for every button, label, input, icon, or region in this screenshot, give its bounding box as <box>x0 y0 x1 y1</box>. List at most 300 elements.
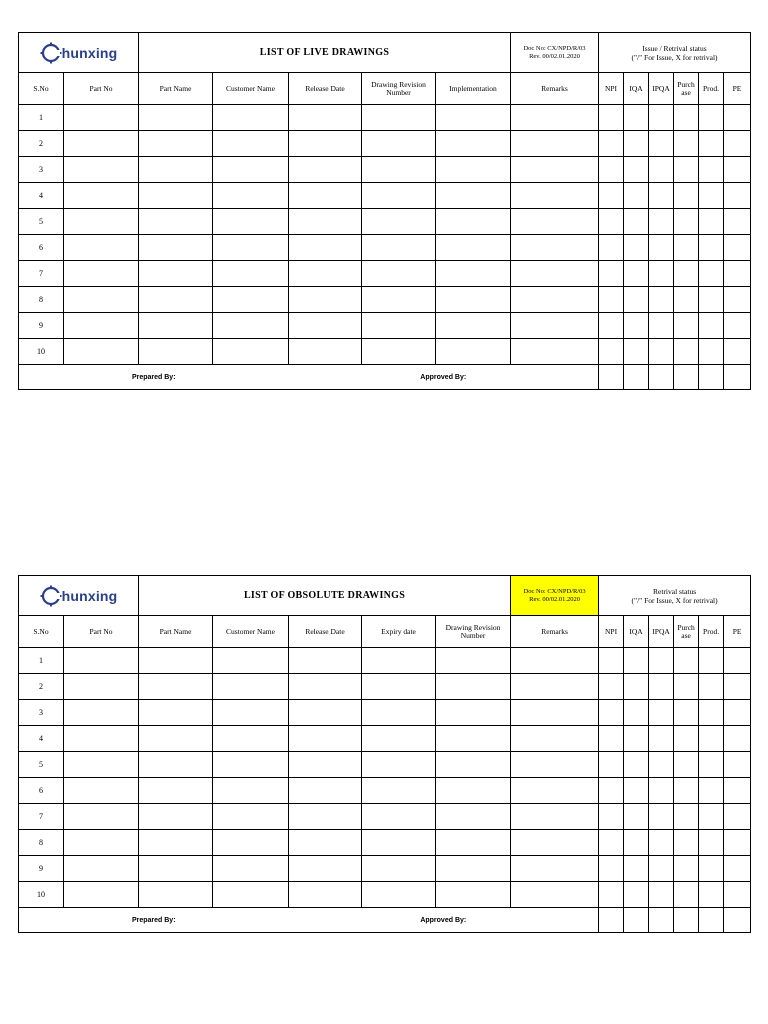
table-cell[interactable] <box>699 700 724 726</box>
table-cell[interactable] <box>699 313 724 339</box>
table-cell[interactable] <box>724 752 751 778</box>
table-cell[interactable] <box>64 157 139 183</box>
table-cell[interactable] <box>362 157 436 183</box>
col-iqa: IQA <box>624 616 649 648</box>
table-cell[interactable] <box>674 648 699 674</box>
table-cell[interactable] <box>674 313 699 339</box>
col-prod: Prod. <box>699 73 724 105</box>
table-cell[interactable] <box>213 131 289 157</box>
table-cell[interactable] <box>362 856 436 882</box>
table-cell[interactable] <box>624 287 649 313</box>
table-cell[interactable] <box>139 105 213 131</box>
table-cell[interactable] <box>724 830 751 856</box>
table-cell[interactable] <box>64 726 139 752</box>
table-cell[interactable] <box>511 235 599 261</box>
status-cell[interactable] <box>624 908 649 933</box>
row-number: 3 <box>19 157 64 183</box>
row-number: 7 <box>19 261 64 287</box>
table-cell[interactable] <box>213 339 289 365</box>
table-cell[interactable] <box>624 726 649 752</box>
table-cell[interactable] <box>362 105 436 131</box>
col-release-date: Release Date <box>289 73 362 105</box>
table-cell[interactable] <box>436 131 511 157</box>
table-cell[interactable] <box>699 778 724 804</box>
table-cell[interactable] <box>362 882 436 908</box>
table-cell[interactable] <box>699 235 724 261</box>
table-cell[interactable] <box>699 209 724 235</box>
table-cell[interactable] <box>674 804 699 830</box>
table-cell[interactable] <box>674 778 699 804</box>
table-cell[interactable] <box>436 261 511 287</box>
table-row <box>19 157 751 183</box>
table-cell[interactable] <box>213 700 289 726</box>
table-cell[interactable] <box>699 830 724 856</box>
table-cell[interactable] <box>649 209 674 235</box>
table-cell[interactable] <box>624 752 649 778</box>
table-cell[interactable] <box>139 183 213 209</box>
table-cell[interactable] <box>624 856 649 882</box>
table-cell[interactable] <box>511 700 599 726</box>
table-cell[interactable] <box>139 700 213 726</box>
status-cell[interactable] <box>599 908 624 933</box>
table-cell[interactable] <box>436 209 511 235</box>
signature-row <box>19 908 751 933</box>
table-cell[interactable] <box>139 235 213 261</box>
table-cell[interactable] <box>436 105 511 131</box>
signature-row <box>19 365 751 390</box>
col-pe: PE <box>724 616 751 648</box>
table-cell[interactable] <box>289 882 362 908</box>
table-cell[interactable] <box>511 209 599 235</box>
status-cell[interactable] <box>699 365 724 390</box>
table-cell[interactable] <box>599 235 624 261</box>
table-cell[interactable] <box>699 339 724 365</box>
table-cell[interactable] <box>362 209 436 235</box>
table-cell[interactable] <box>599 287 624 313</box>
table-row <box>19 209 751 235</box>
table-cell[interactable] <box>289 261 362 287</box>
table-cell[interactable] <box>64 674 139 700</box>
table-cell[interactable] <box>362 313 436 339</box>
table-cell[interactable] <box>139 674 213 700</box>
prepared-by-label: Prepared By: <box>19 365 289 390</box>
table-cell[interactable] <box>213 209 289 235</box>
table-cell[interactable] <box>674 752 699 778</box>
table-cell[interactable] <box>649 183 674 209</box>
table-cell[interactable] <box>289 674 362 700</box>
table-cell[interactable] <box>649 313 674 339</box>
table-cell[interactable] <box>436 830 511 856</box>
table-cell[interactable] <box>64 261 139 287</box>
status-cell[interactable] <box>724 365 751 390</box>
table-cell[interactable] <box>649 105 674 131</box>
table-cell[interactable] <box>511 856 599 882</box>
table-cell[interactable] <box>724 726 751 752</box>
table-cell[interactable] <box>289 752 362 778</box>
table-cell[interactable] <box>511 726 599 752</box>
table-cell[interactable] <box>213 157 289 183</box>
table-cell[interactable] <box>436 235 511 261</box>
table-cell[interactable] <box>674 235 699 261</box>
table-cell[interactable] <box>511 313 599 339</box>
table-cell[interactable] <box>213 804 289 830</box>
table-cell[interactable] <box>289 339 362 365</box>
table-cell[interactable] <box>724 131 751 157</box>
table-cell[interactable] <box>139 157 213 183</box>
table-cell[interactable] <box>699 726 724 752</box>
table-cell[interactable] <box>699 157 724 183</box>
table-cell[interactable] <box>213 313 289 339</box>
row-number: 5 <box>19 209 64 235</box>
table-cell[interactable] <box>289 700 362 726</box>
table-cell[interactable] <box>64 778 139 804</box>
table-cell[interactable] <box>289 131 362 157</box>
table-cell[interactable] <box>362 674 436 700</box>
table-cell[interactable] <box>362 235 436 261</box>
table-cell[interactable] <box>213 287 289 313</box>
table-cell[interactable] <box>139 287 213 313</box>
table-cell[interactable] <box>599 778 624 804</box>
table-cell[interactable] <box>511 339 599 365</box>
table-cell[interactable] <box>213 778 289 804</box>
doc-number: Doc No: CX/NPD/R/03 Rev. 00/02.01.2020 <box>511 576 599 616</box>
table-cell[interactable] <box>139 339 213 365</box>
table-cell[interactable] <box>64 313 139 339</box>
status-cell[interactable] <box>599 365 624 390</box>
table-cell[interactable] <box>436 183 511 209</box>
table-cell[interactable] <box>289 648 362 674</box>
table-cell[interactable] <box>64 209 139 235</box>
table-cell[interactable] <box>511 183 599 209</box>
table-cell[interactable] <box>649 882 674 908</box>
status-header: Retrival status ("/" For Issue, X for retrival) <box>599 576 751 616</box>
table-cell[interactable] <box>599 261 624 287</box>
live-drawings-table <box>18 32 751 390</box>
table-cell[interactable] <box>64 700 139 726</box>
table-cell[interactable] <box>362 648 436 674</box>
table-cell[interactable] <box>599 674 624 700</box>
table-cell[interactable] <box>599 183 624 209</box>
table-cell[interactable] <box>64 183 139 209</box>
approved-by-label: Approved By: <box>289 908 599 933</box>
table-cell[interactable] <box>139 856 213 882</box>
table-cell[interactable] <box>624 700 649 726</box>
status-cell[interactable] <box>699 908 724 933</box>
table-cell[interactable] <box>699 131 724 157</box>
table-cell[interactable] <box>599 830 624 856</box>
table-cell[interactable] <box>699 261 724 287</box>
table-cell[interactable] <box>674 287 699 313</box>
table-row <box>19 105 751 131</box>
table-cell[interactable] <box>362 830 436 856</box>
table-cell[interactable] <box>436 339 511 365</box>
table-cell[interactable] <box>139 131 213 157</box>
table-cell[interactable] <box>649 778 674 804</box>
table-cell[interactable] <box>599 339 624 365</box>
table-cell[interactable] <box>64 648 139 674</box>
table-cell[interactable] <box>64 235 139 261</box>
table-cell[interactable] <box>139 726 213 752</box>
table-cell[interactable] <box>699 804 724 830</box>
table-cell[interactable] <box>649 700 674 726</box>
table-cell[interactable] <box>624 261 649 287</box>
table-cell[interactable] <box>674 674 699 700</box>
table-cell[interactable] <box>599 105 624 131</box>
table-cell[interactable] <box>436 804 511 830</box>
table-cell[interactable] <box>511 157 599 183</box>
table-cell[interactable] <box>624 648 649 674</box>
table-cell[interactable] <box>511 804 599 830</box>
table-cell[interactable] <box>624 183 649 209</box>
table-cell[interactable] <box>649 830 674 856</box>
table-cell[interactable] <box>599 131 624 157</box>
table-cell[interactable] <box>724 648 751 674</box>
table-cell[interactable] <box>289 778 362 804</box>
table-cell[interactable] <box>511 830 599 856</box>
table-cell[interactable] <box>674 882 699 908</box>
table-cell[interactable] <box>674 105 699 131</box>
table-cell[interactable] <box>699 752 724 778</box>
table-cell[interactable] <box>511 778 599 804</box>
table-cell[interactable] <box>436 648 511 674</box>
table-cell[interactable] <box>139 830 213 856</box>
table-cell[interactable] <box>289 830 362 856</box>
table-cell[interactable] <box>699 183 724 209</box>
table-cell[interactable] <box>649 674 674 700</box>
table-cell[interactable] <box>674 209 699 235</box>
table-cell[interactable] <box>213 105 289 131</box>
table-cell[interactable] <box>436 674 511 700</box>
table-cell[interactable] <box>511 131 599 157</box>
table-cell[interactable] <box>624 313 649 339</box>
table-cell[interactable] <box>64 804 139 830</box>
table-cell[interactable] <box>362 131 436 157</box>
table-cell[interactable] <box>213 830 289 856</box>
table-cell[interactable] <box>139 261 213 287</box>
table-cell[interactable] <box>699 105 724 131</box>
table-cell[interactable] <box>436 313 511 339</box>
table-cell[interactable] <box>599 726 624 752</box>
table-cell[interactable] <box>139 752 213 778</box>
table-cell[interactable] <box>139 804 213 830</box>
table-cell[interactable] <box>624 778 649 804</box>
table-cell[interactable] <box>674 856 699 882</box>
table-cell[interactable] <box>724 183 751 209</box>
table-cell[interactable] <box>674 700 699 726</box>
table-cell[interactable] <box>289 726 362 752</box>
table-cell[interactable] <box>674 339 699 365</box>
table-cell[interactable] <box>649 648 674 674</box>
table-row <box>19 882 751 908</box>
table-cell[interactable] <box>362 183 436 209</box>
table-cell[interactable] <box>724 700 751 726</box>
table-cell[interactable] <box>436 700 511 726</box>
table-cell[interactable] <box>649 804 674 830</box>
col-drawing-revision: Drawing Revision Number <box>362 73 436 105</box>
table-cell[interactable] <box>64 830 139 856</box>
table-cell[interactable] <box>436 752 511 778</box>
table-cell[interactable] <box>624 235 649 261</box>
table-cell[interactable] <box>699 882 724 908</box>
table-cell[interactable] <box>362 752 436 778</box>
table-cell[interactable] <box>624 131 649 157</box>
table-cell[interactable] <box>64 339 139 365</box>
table-cell[interactable] <box>436 157 511 183</box>
table-cell[interactable] <box>649 235 674 261</box>
table-cell[interactable] <box>289 313 362 339</box>
table-cell[interactable] <box>362 726 436 752</box>
status-cell[interactable] <box>724 908 751 933</box>
table-cell[interactable] <box>649 339 674 365</box>
table-cell[interactable] <box>511 105 599 131</box>
table-cell[interactable] <box>64 105 139 131</box>
table-cell[interactable] <box>724 157 751 183</box>
table-cell[interactable] <box>436 726 511 752</box>
table-cell[interactable] <box>599 752 624 778</box>
table-cell[interactable] <box>724 882 751 908</box>
table-row <box>19 261 751 287</box>
table-cell[interactable] <box>511 287 599 313</box>
table-cell[interactable] <box>511 261 599 287</box>
table-cell[interactable] <box>511 882 599 908</box>
table-cell[interactable] <box>599 648 624 674</box>
status-cell[interactable] <box>649 365 674 390</box>
table-cell[interactable] <box>624 674 649 700</box>
table-cell[interactable] <box>699 287 724 313</box>
table-cell[interactable] <box>724 105 751 131</box>
table-cell[interactable] <box>511 752 599 778</box>
table-cell[interactable] <box>511 648 599 674</box>
table-cell[interactable] <box>362 287 436 313</box>
table-cell[interactable] <box>64 856 139 882</box>
table-cell[interactable] <box>599 804 624 830</box>
table-cell[interactable] <box>289 105 362 131</box>
table-cell[interactable] <box>599 882 624 908</box>
table-cell[interactable] <box>724 339 751 365</box>
table-cell[interactable] <box>724 778 751 804</box>
table-cell[interactable] <box>624 804 649 830</box>
table-cell[interactable] <box>649 157 674 183</box>
table-cell[interactable] <box>436 778 511 804</box>
row-number: 3 <box>19 700 64 726</box>
table-cell[interactable] <box>599 856 624 882</box>
table-cell[interactable] <box>139 648 213 674</box>
table-cell[interactable] <box>64 287 139 313</box>
table-cell[interactable] <box>289 287 362 313</box>
table-cell[interactable] <box>362 261 436 287</box>
table-cell[interactable] <box>724 261 751 287</box>
status-cell[interactable] <box>674 365 699 390</box>
table-cell[interactable] <box>213 235 289 261</box>
table-cell[interactable] <box>213 856 289 882</box>
table-cell[interactable] <box>213 648 289 674</box>
table-cell[interactable] <box>64 882 139 908</box>
table-cell[interactable] <box>213 882 289 908</box>
table-cell[interactable] <box>289 235 362 261</box>
table-cell[interactable] <box>674 131 699 157</box>
table-cell[interactable] <box>436 287 511 313</box>
table-cell[interactable] <box>289 157 362 183</box>
table-cell[interactable] <box>289 183 362 209</box>
table-cell[interactable] <box>674 183 699 209</box>
table-cell[interactable] <box>289 209 362 235</box>
table-cell[interactable] <box>649 752 674 778</box>
table-cell[interactable] <box>724 209 751 235</box>
table-cell[interactable] <box>649 856 674 882</box>
table-cell[interactable] <box>649 287 674 313</box>
table-cell[interactable] <box>649 131 674 157</box>
table-cell[interactable] <box>724 235 751 261</box>
table-cell[interactable] <box>362 339 436 365</box>
table-cell[interactable] <box>724 287 751 313</box>
col-purchase: Purch ase <box>674 616 699 648</box>
table-cell[interactable] <box>599 209 624 235</box>
table-cell[interactable] <box>699 856 724 882</box>
column-header-row <box>19 616 751 648</box>
table-cell[interactable] <box>599 313 624 339</box>
table-cell[interactable] <box>511 674 599 700</box>
status-cell[interactable] <box>624 365 649 390</box>
table-cell[interactable] <box>649 261 674 287</box>
status-cell[interactable] <box>649 908 674 933</box>
table-cell[interactable] <box>139 209 213 235</box>
table-cell[interactable] <box>624 157 649 183</box>
table-cell[interactable] <box>436 856 511 882</box>
table-cell[interactable] <box>64 752 139 778</box>
table-cell[interactable] <box>362 804 436 830</box>
table-cell[interactable] <box>289 804 362 830</box>
table-cell[interactable] <box>139 313 213 339</box>
logo-text: hunxing <box>61 587 118 604</box>
table-cell[interactable] <box>624 209 649 235</box>
table-cell[interactable] <box>139 882 213 908</box>
table-cell[interactable] <box>139 778 213 804</box>
table-row <box>19 235 751 261</box>
col-remarks: Remarks <box>511 73 599 105</box>
table-cell[interactable] <box>624 339 649 365</box>
table-cell[interactable] <box>213 726 289 752</box>
table-cell[interactable] <box>674 157 699 183</box>
table-cell[interactable] <box>362 778 436 804</box>
table-cell[interactable] <box>674 261 699 287</box>
table-cell[interactable] <box>649 726 674 752</box>
table-cell[interactable] <box>699 648 724 674</box>
table-cell[interactable] <box>436 882 511 908</box>
table-cell[interactable] <box>213 183 289 209</box>
table-cell[interactable] <box>213 261 289 287</box>
table-cell[interactable] <box>674 830 699 856</box>
table-cell[interactable] <box>213 674 289 700</box>
table-cell[interactable] <box>724 804 751 830</box>
row-number: 10 <box>19 339 64 365</box>
table-cell[interactable] <box>289 856 362 882</box>
table-cell[interactable] <box>624 882 649 908</box>
table-cell[interactable] <box>724 674 751 700</box>
table-cell[interactable] <box>724 313 751 339</box>
table-cell[interactable] <box>624 830 649 856</box>
table-cell[interactable] <box>599 157 624 183</box>
table-cell[interactable] <box>213 752 289 778</box>
table-cell[interactable] <box>362 700 436 726</box>
col-pe: PE <box>724 73 751 105</box>
table-cell[interactable] <box>599 700 624 726</box>
table-cell[interactable] <box>699 674 724 700</box>
table-cell[interactable] <box>624 105 649 131</box>
table-cell[interactable] <box>724 856 751 882</box>
table-cell[interactable] <box>64 131 139 157</box>
table-cell[interactable] <box>674 726 699 752</box>
status-cell[interactable] <box>674 908 699 933</box>
